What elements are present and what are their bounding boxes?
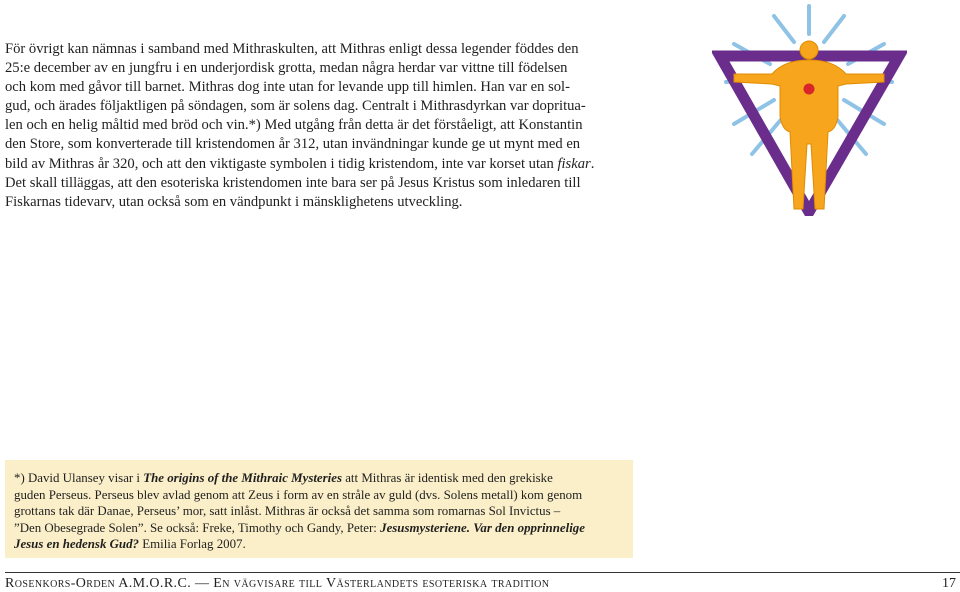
footnote-line — [14, 470, 623, 487]
footnote-line: guden Perseus. Perseus blev avlad genom att Zeus i form av en stråle av guld (dvs. Solens metall) kom genom — [14, 487, 583, 502]
text-segment: Emilia Forlag 2007. — [139, 537, 246, 551]
text-segment: ”Den Obesegrade Solen”. Se också: Freke, Timothy och Gandy, Peter: — [14, 520, 381, 535]
rosicrucian-emblem — [712, 4, 907, 216]
footnote-line — [14, 536, 623, 553]
text-line — [5, 155, 628, 174]
footnote-box — [5, 460, 633, 558]
text-segment: bild av Mithras år 320, och att den viktigaste symbolen i tidig kristendom, inte var korset utan — [5, 155, 558, 172]
footnote-line — [14, 520, 623, 537]
text-segment: att Mithras är identisk med den grekiske — [341, 471, 553, 485]
text-line: len och en helig måltid med bröd och vin.*) Med utgång från detta är det förståeligt, att Konstantin — [5, 117, 583, 134]
running-title: Rosenkors-Orden A.M.O.R.C. — En vägvisare till Västerlandets esoteriska tradition — [5, 576, 550, 591]
text-line: Fiskarnas tidevarv, utan också som en vändpunkt i mänsklighetens utveckling. — [5, 193, 463, 210]
text-segment: *) David Ulansey visar i — [14, 471, 144, 485]
text-line: gud, och ärades följaktligen på söndagen, som är solens dag. Centralt i Mithrasdyrkan var doprituа- — [5, 98, 586, 115]
body-paragraph — [5, 40, 628, 212]
book-title: Jesusmysteriene. Var den opprinnelige — [380, 520, 585, 535]
rose-icon — [804, 84, 815, 95]
text-line: 25:e december av en jungfru i en underjordisk grotta, medan några herdar var vittne till födelsen — [5, 60, 568, 77]
italic-word: fiskar — [557, 155, 591, 172]
text-line: För övrigt kan nämnas i samband med Mithraskulten, att Mithras enligt dessa legender föddes den — [5, 41, 579, 57]
book-title: The origins of the Mithraic Mysteries — [143, 471, 342, 485]
text-line: den Store, som konverterade till kristendomen år 312, utan invändningar kunde ge ut mynt med en — [5, 136, 581, 153]
text-segment: . — [590, 155, 595, 172]
page-number: 17 — [942, 576, 956, 591]
footer-rule — [5, 572, 960, 573]
text-line: och kom med gåvor till barnet. Mithras dog inte utan for levande upp till himlen. Han var en sol- — [5, 79, 570, 96]
book-title: Jesus en hedensk Gud? — [14, 537, 139, 551]
text-line: Det skall tilläggas, att den esoteriska kristendomen inte bara ser på Jesus Kristus som inledaren till — [5, 174, 581, 191]
footnote-line: grottans tak där Danae, Perseus’ mor, satt inlåst. Mithras är också det samma som romarnas Sol Invictus – — [14, 504, 561, 518]
